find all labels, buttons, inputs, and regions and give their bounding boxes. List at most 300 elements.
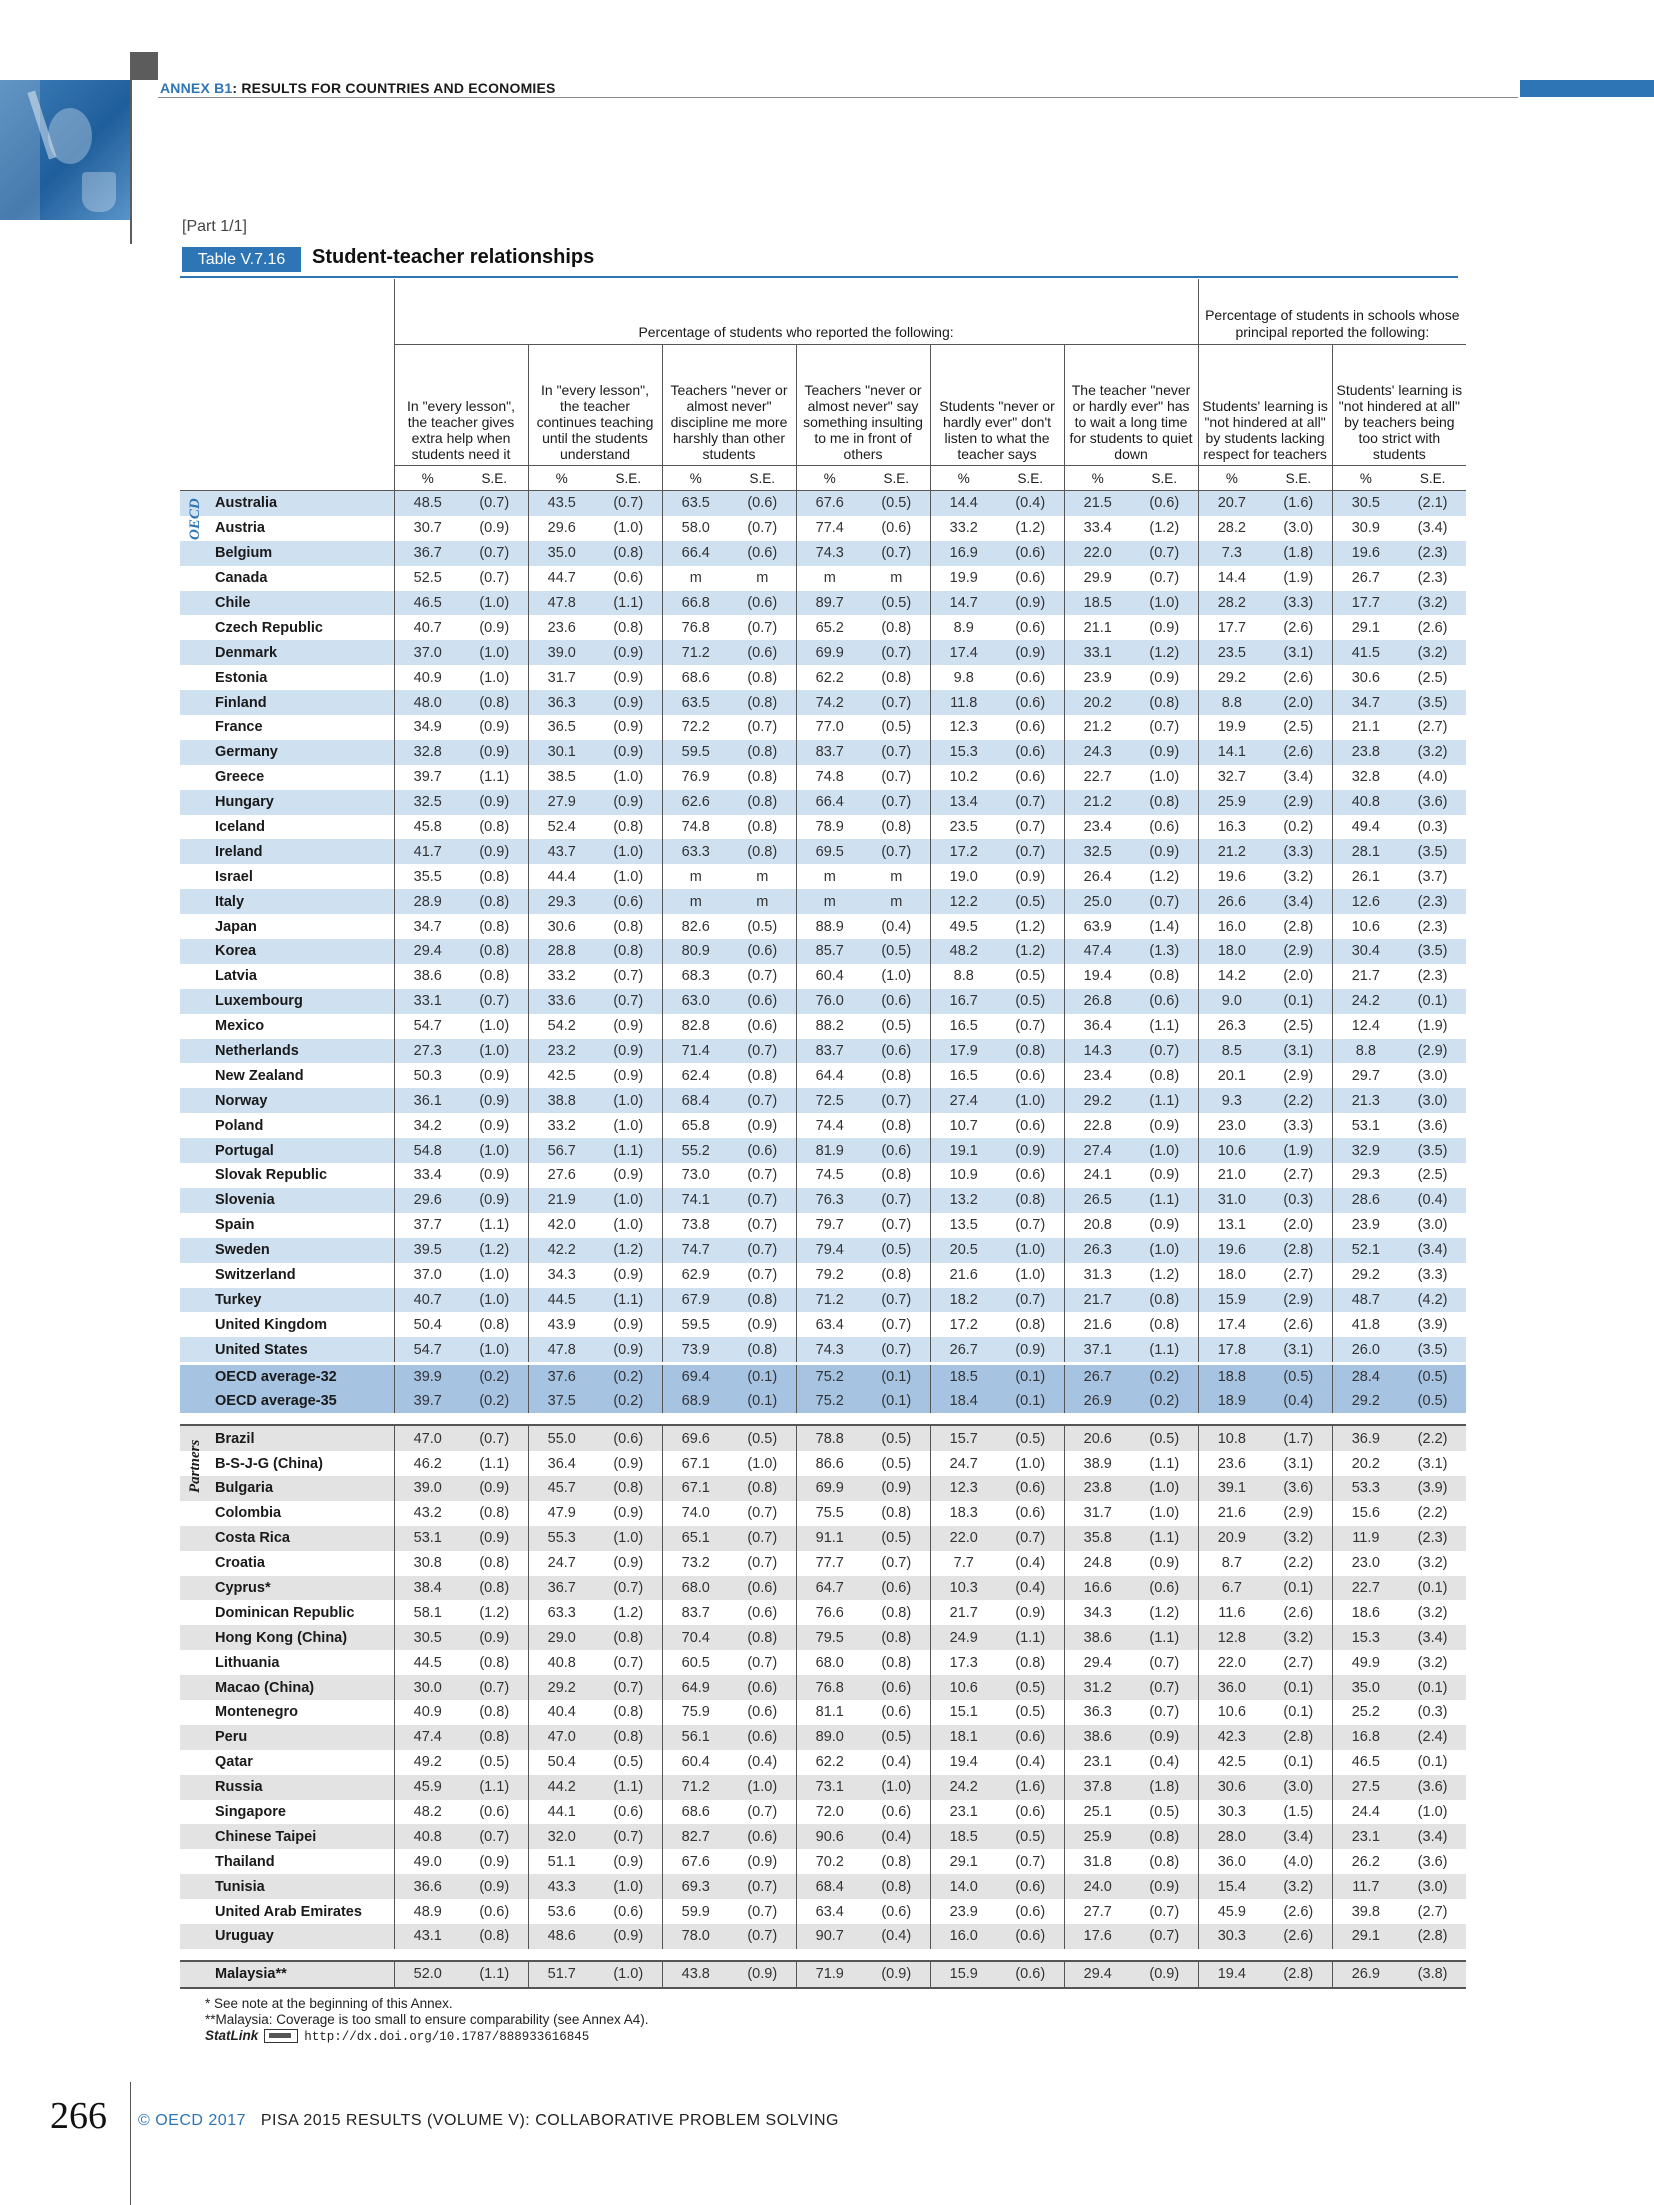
table-row xyxy=(180,690,1466,715)
se-cell: (0.8) xyxy=(729,790,796,815)
se-cell: (0.3) xyxy=(1417,819,1448,836)
country-name: Ireland xyxy=(180,839,394,864)
table-row xyxy=(180,1312,1466,1337)
percent-cell: 16.3 xyxy=(1198,815,1265,840)
column-header: Teachers "never or almost never" say something insulting to me in front of others xyxy=(796,345,930,466)
se-cell: (1.3) xyxy=(1131,939,1198,964)
percent-cell: 70.4 xyxy=(662,1625,729,1650)
se-cell: (0.7) xyxy=(863,1088,930,1113)
percent-cell: 48.0 xyxy=(394,690,461,715)
percent-cell: 82.8 xyxy=(662,1014,729,1039)
percent-cell: 77.0 xyxy=(796,715,863,740)
se-cell: (2.7) xyxy=(1283,1167,1314,1184)
percent-cell: 36.3 xyxy=(1064,1700,1131,1725)
percent-cell: 10.7 xyxy=(930,1113,997,1138)
country-name: Peru xyxy=(180,1725,394,1750)
percent-cell: 65.8 xyxy=(662,1113,729,1138)
se-cell: (3.2) xyxy=(1399,740,1466,765)
annex-header-photo xyxy=(0,80,132,220)
percent-cell: 48.9 xyxy=(394,1899,461,1924)
country-name: Slovak Republic xyxy=(215,1167,328,1184)
percent-cell: 29.3 xyxy=(528,889,595,914)
percent-cell: 22.8 xyxy=(1064,1113,1131,1138)
se-cell: (2.0) xyxy=(1283,1217,1314,1234)
se-cell: (1.0) xyxy=(997,1238,1064,1263)
se-cell: (3.2) xyxy=(1399,640,1466,665)
percent-cell: 44.7 xyxy=(528,566,595,591)
se-cell: (0.7) xyxy=(461,989,528,1014)
se-cell: (0.6) xyxy=(1131,491,1198,516)
se-cell: (0.9) xyxy=(863,1476,930,1501)
percent-cell: 17.3 xyxy=(930,1650,997,1675)
percent-cell: 43.9 xyxy=(528,1312,595,1337)
percent-cell: 74.5 xyxy=(796,1163,863,1188)
se-cell: (0.6) xyxy=(881,520,912,537)
se-cell: (0.7) xyxy=(461,541,528,566)
se-cell: (2.7) xyxy=(1283,1654,1314,1671)
oecd-side-label: OECD xyxy=(187,498,203,540)
percent-cell: 25.0 xyxy=(1064,889,1131,914)
table-row xyxy=(180,516,1466,541)
se-cell: (0.7) xyxy=(863,839,930,864)
percent-cell: 63.4 xyxy=(796,1899,863,1924)
country-name: Spain xyxy=(215,1217,255,1234)
se-cell: (0.8) xyxy=(1131,690,1198,715)
percent-cell: 74.3 xyxy=(796,1337,863,1363)
percent-cell: 40.9 xyxy=(394,1700,461,1725)
percent-cell: 29.2 xyxy=(1198,665,1265,690)
percent-cell: 69.9 xyxy=(796,640,863,665)
percent-cell: 79.2 xyxy=(796,1263,863,1288)
se-cell: (3.6) xyxy=(1265,1476,1332,1501)
percent-cell: 44.1 xyxy=(528,1800,595,1825)
se-cell: (0.7) xyxy=(1149,719,1180,736)
percent-cell: 30.8 xyxy=(394,1551,461,1576)
se-cell: (3.4) xyxy=(1265,1824,1332,1849)
percent-cell: 79.5 xyxy=(796,1625,863,1650)
percent-cell: 75.9 xyxy=(662,1700,729,1725)
percent-cell: 8.5 xyxy=(1198,1039,1265,1064)
se-cell: (0.6) xyxy=(997,1476,1064,1501)
percent-cell: 43.8 xyxy=(662,1961,729,1988)
se-cell: (0.1) xyxy=(997,1364,1064,1390)
se-cell: (1.0) xyxy=(595,1874,662,1899)
column-header: Teachers "never or almost never" discipline me more harshly than other students xyxy=(662,345,796,466)
percent-cell: 33.1 xyxy=(394,989,461,1014)
se-cell: (1.1) xyxy=(595,1288,662,1313)
country-name: Austria xyxy=(215,520,265,537)
country-name: Italy xyxy=(180,889,394,914)
percent-cell: 56.1 xyxy=(662,1725,729,1750)
percent-cell: 27.3 xyxy=(394,1039,461,1064)
average-row xyxy=(180,1389,1466,1413)
page-number: 266 xyxy=(50,2095,107,2137)
percent-cell: 78.8 xyxy=(796,1425,863,1451)
se-cell: (0.5) xyxy=(1399,1364,1466,1390)
country-name: United States xyxy=(180,1337,394,1363)
se-cell: (2.0) xyxy=(1265,690,1332,715)
se-cell: (0.6) xyxy=(1015,1117,1046,1134)
country-name: Japan xyxy=(215,918,257,935)
percent-cell: 39.0 xyxy=(528,640,595,665)
se-cell: (3.3) xyxy=(1265,839,1332,864)
country-name: Uruguay xyxy=(180,1924,394,1949)
percent-cell: 50.4 xyxy=(528,1750,595,1775)
country-name: Greece xyxy=(215,769,265,786)
percent-cell: 56.7 xyxy=(528,1138,595,1163)
se-cell: m xyxy=(890,868,903,885)
se-cell: (1.1) xyxy=(461,1775,528,1800)
se-cell: (1.1) xyxy=(1131,1188,1198,1213)
percent-cell: 21.3 xyxy=(1332,1088,1399,1113)
se-cell: (0.7) xyxy=(461,1675,528,1700)
se-cell: (2.7) xyxy=(1417,719,1448,736)
statlink-label: StatLink xyxy=(205,2028,259,2043)
percent-cell: 37.0 xyxy=(394,1263,461,1288)
percent-cell: 19.6 xyxy=(1332,541,1399,566)
percent-cell: 47.9 xyxy=(528,1501,595,1526)
se-cell: (0.6) xyxy=(863,1138,930,1163)
se-cell: (0.7) xyxy=(747,520,778,537)
se-cell: (1.0) xyxy=(881,968,912,985)
se-cell: (0.2) xyxy=(595,1364,662,1390)
percent-cell: 18.1 xyxy=(930,1725,997,1750)
se-cell: (3.1) xyxy=(1283,1455,1314,1472)
percent-cell: 35.0 xyxy=(528,541,595,566)
percent-cell: 35.5 xyxy=(394,864,461,889)
percent-cell: 63.0 xyxy=(662,989,729,1014)
se-cell: (1.0) xyxy=(461,591,528,616)
country-name: Brazil xyxy=(180,1425,394,1451)
se-cell: (0.4) xyxy=(881,918,912,935)
percent-cell: 21.2 xyxy=(1064,790,1131,815)
percent-cell: 13.4 xyxy=(930,790,997,815)
se-cell: (0.6) xyxy=(863,989,930,1014)
percent-cell: 32.0 xyxy=(528,1824,595,1849)
se-cell: (0.8) xyxy=(881,619,912,636)
percent-cell: 65.1 xyxy=(662,1526,729,1551)
percent-cell: 63.5 xyxy=(662,690,729,715)
percent-cell: 23.4 xyxy=(1064,815,1131,840)
percent-cell: 60.4 xyxy=(796,964,863,989)
table-row xyxy=(180,839,1466,864)
se-cell: (0.9) xyxy=(613,1455,644,1472)
percent-cell: 52.4 xyxy=(528,815,595,840)
se-cell: (0.5) xyxy=(997,889,1064,914)
section-gap xyxy=(180,1949,1466,1961)
se-cell: (0.6) xyxy=(997,541,1064,566)
percent-cell: 23.6 xyxy=(1198,1451,1265,1476)
percent-cell: 43.3 xyxy=(528,1874,595,1899)
se-cell: (0.8) xyxy=(997,1039,1064,1064)
table-row xyxy=(180,1526,1466,1551)
percent-cell: 46.2 xyxy=(394,1451,461,1476)
se-cell: (1.0) xyxy=(461,1039,528,1064)
percent-cell: 23.9 xyxy=(930,1899,997,1924)
se-cell: (0.4) xyxy=(1399,1188,1466,1213)
percent-subheader: % xyxy=(1332,466,1399,491)
percent-cell: 25.1 xyxy=(1064,1800,1131,1825)
se-cell: (3.4) xyxy=(1399,1238,1466,1263)
se-cell: (0.7) xyxy=(747,1654,778,1671)
percent-cell: 17.2 xyxy=(930,1312,997,1337)
percent-cell: 33.4 xyxy=(1064,516,1131,541)
se-cell: (1.2) xyxy=(479,1604,510,1621)
percent-cell: m xyxy=(796,566,863,591)
percent-cell: 63.5 xyxy=(662,491,729,516)
percent-cell: 26.6 xyxy=(1198,889,1265,914)
percent-cell: 67.1 xyxy=(662,1476,729,1501)
percent-cell: 15.4 xyxy=(1198,1874,1265,1899)
percent-cell: 15.9 xyxy=(930,1961,997,1988)
percent-cell: 15.3 xyxy=(930,740,997,765)
percent-cell: 21.2 xyxy=(1198,839,1265,864)
percent-cell: 83.7 xyxy=(796,740,863,765)
se-cell: (0.7) xyxy=(747,1267,778,1284)
percent-cell: 31.2 xyxy=(1064,1675,1131,1700)
se-cell: (1.0) xyxy=(1149,769,1180,786)
percent-cell: 22.7 xyxy=(1064,765,1131,790)
se-cell: (3.0) xyxy=(1399,1874,1466,1899)
se-cell: (0.8) xyxy=(747,669,778,686)
percent-cell: 43.5 xyxy=(528,491,595,516)
se-cell: (1.0) xyxy=(595,1188,662,1213)
se-cell: (2.8) xyxy=(1265,1238,1332,1263)
percent-cell: 16.6 xyxy=(1064,1576,1131,1601)
percent-cell: 23.9 xyxy=(1064,665,1131,690)
table-row xyxy=(180,1775,1466,1800)
se-cell: (3.5) xyxy=(1399,939,1466,964)
table-notes xyxy=(205,1996,648,2028)
percent-cell: 44.5 xyxy=(528,1288,595,1313)
percent-cell: 53.3 xyxy=(1332,1476,1399,1501)
percent-cell: 42.5 xyxy=(1198,1750,1265,1775)
se-cell: (0.6) xyxy=(997,1961,1064,1988)
percent-cell: 20.2 xyxy=(1064,690,1131,715)
se-subheader: S.E. xyxy=(1265,466,1332,491)
se-cell: (0.6) xyxy=(1015,1067,1046,1084)
percent-cell: 34.7 xyxy=(394,914,461,939)
percent-cell: 17.7 xyxy=(1198,615,1265,640)
percent-subheader: % xyxy=(662,466,729,491)
se-cell: (0.9) xyxy=(461,790,528,815)
percent-cell: 25.9 xyxy=(1064,1824,1131,1849)
percent-cell: 17.4 xyxy=(1198,1312,1265,1337)
se-cell: (3.0) xyxy=(1417,1217,1448,1234)
table-row xyxy=(180,1874,1466,1899)
se-cell: (2.6) xyxy=(1265,1924,1332,1949)
se-cell: (0.9) xyxy=(613,1018,644,1035)
percent-cell: 77.7 xyxy=(796,1551,863,1576)
se-cell: (0.8) xyxy=(461,1924,528,1949)
percent-cell: 25.9 xyxy=(1198,790,1265,815)
se-cell: (0.9) xyxy=(747,1853,778,1870)
table-row xyxy=(180,1501,1466,1526)
se-cell: (1.0) xyxy=(747,1455,778,1472)
se-cell: (1.2) xyxy=(1131,640,1198,665)
percent-cell: 50.3 xyxy=(394,1063,461,1088)
percent-cell: 78.9 xyxy=(796,815,863,840)
percent-cell: 36.9 xyxy=(1332,1425,1399,1451)
se-cell: (2.6) xyxy=(1283,1903,1314,1920)
se-cell: (0.9) xyxy=(729,1961,796,1988)
percent-cell: 32.8 xyxy=(394,740,461,765)
se-cell: (0.8) xyxy=(479,819,510,836)
se-cell: (0.7) xyxy=(863,640,930,665)
header-vertical-rule xyxy=(130,52,132,244)
se-cell: (0.9) xyxy=(613,1853,644,1870)
percent-cell: 29.4 xyxy=(1064,1650,1131,1675)
se-cell: (0.8) xyxy=(613,1704,644,1721)
percent-cell: 42.0 xyxy=(528,1213,595,1238)
percent-cell: 26.0 xyxy=(1332,1337,1399,1363)
se-cell: (0.5) xyxy=(863,1425,930,1451)
se-cell: (0.5) xyxy=(997,1425,1064,1451)
table-row xyxy=(180,1088,1466,1113)
se-cell: (0.7) xyxy=(747,1167,778,1184)
se-cell: (0.4) xyxy=(1015,1555,1046,1572)
percent-cell: 22.7 xyxy=(1332,1576,1399,1601)
se-cell: (1.2) xyxy=(461,1238,528,1263)
se-cell: (2.9) xyxy=(1265,939,1332,964)
percent-cell: 20.8 xyxy=(1064,1213,1131,1238)
se-cell: (0.6) xyxy=(997,1725,1064,1750)
percent-cell: 19.9 xyxy=(1198,715,1265,740)
percent-cell: 14.2 xyxy=(1198,964,1265,989)
percent-cell: 10.6 xyxy=(930,1675,997,1700)
percent-cell: 48.2 xyxy=(930,939,997,964)
table-row xyxy=(180,1063,1466,1088)
se-cell: (0.7) xyxy=(461,1425,528,1451)
table-row xyxy=(180,1138,1466,1163)
percent-cell: 17.6 xyxy=(1064,1924,1131,1949)
se-cell: (1.7) xyxy=(1265,1425,1332,1451)
percent-cell: 32.7 xyxy=(1198,765,1265,790)
percent-cell: 10.2 xyxy=(930,765,997,790)
table-row xyxy=(180,790,1466,815)
se-cell: (0.7) xyxy=(863,541,930,566)
se-cell: (0.8) xyxy=(479,968,510,985)
group-header-principals: Percentage of students in schools whose principal reported the following: xyxy=(1198,279,1466,345)
se-cell: (0.8) xyxy=(595,541,662,566)
country-name: Korea xyxy=(180,939,394,964)
percent-cell: 74.7 xyxy=(662,1238,729,1263)
statlink-url[interactable]: http://dx.doi.org/10.1787/888933616845 xyxy=(304,2030,590,2044)
percent-cell: 26.9 xyxy=(1064,1389,1131,1413)
table-row xyxy=(180,1039,1466,1064)
percent-cell: 74.8 xyxy=(796,765,863,790)
se-cell: (1.2) xyxy=(1015,520,1046,537)
percent-subheader: % xyxy=(796,466,863,491)
percent-cell: 28.0 xyxy=(1198,1824,1265,1849)
se-cell: (0.1) xyxy=(863,1389,930,1413)
se-cell: (0.8) xyxy=(595,1625,662,1650)
se-cell: (0.8) xyxy=(881,1167,912,1184)
se-cell: (3.3) xyxy=(1283,1117,1314,1134)
se-cell: (3.9) xyxy=(1417,1316,1448,1333)
country-name: Slovenia xyxy=(180,1188,394,1213)
se-cell: (1.4) xyxy=(1149,918,1180,935)
se-cell: (1.0) xyxy=(1417,1803,1448,1820)
percent-cell: 40.9 xyxy=(394,665,461,690)
se-cell: (0.9) xyxy=(461,1625,528,1650)
percent-cell: 36.5 xyxy=(528,715,595,740)
percent-cell: 24.3 xyxy=(1064,740,1131,765)
percent-cell: 39.9 xyxy=(394,1364,461,1390)
se-cell: (1.0) xyxy=(595,839,662,864)
percent-cell: 18.0 xyxy=(1198,939,1265,964)
se-cell: (0.6) xyxy=(729,989,796,1014)
se-cell: (0.9) xyxy=(997,1337,1064,1363)
se-cell: (3.5) xyxy=(1399,690,1466,715)
percent-cell: 29.0 xyxy=(528,1625,595,1650)
se-cell: (0.6) xyxy=(881,1903,912,1920)
se-cell: (0.9) xyxy=(595,790,662,815)
se-cell: (0.7) xyxy=(1015,819,1046,836)
table-row xyxy=(180,914,1466,939)
percent-cell: 30.9 xyxy=(1332,516,1399,541)
se-cell: (2.2) xyxy=(1265,1088,1332,1113)
percent-cell: 22.0 xyxy=(1064,541,1131,566)
percent-cell: 73.2 xyxy=(662,1551,729,1576)
percent-cell: 46.5 xyxy=(394,591,461,616)
se-cell: (1.0) xyxy=(613,1217,644,1234)
percent-cell: 9.8 xyxy=(930,665,997,690)
table-row xyxy=(180,1650,1466,1675)
se-cell: (0.7) xyxy=(1149,1654,1180,1671)
country-name: Latvia xyxy=(215,968,257,985)
se-cell: (0.1) xyxy=(729,1389,796,1413)
se-cell: (0.7) xyxy=(747,1803,778,1820)
percent-cell: 29.2 xyxy=(1332,1389,1399,1413)
percent-cell: 12.2 xyxy=(930,889,997,914)
se-cell: (3.5) xyxy=(1399,1138,1466,1163)
se-cell: (0.9) xyxy=(1131,1874,1198,1899)
percent-cell: 34.3 xyxy=(1064,1600,1131,1625)
se-cell: (1.2) xyxy=(1149,520,1180,537)
country-name: Switzerland xyxy=(215,1267,296,1284)
percent-cell: 18.5 xyxy=(930,1824,997,1849)
se-cell: (0.3) xyxy=(1265,1188,1332,1213)
se-cell: (0.8) xyxy=(595,1476,662,1501)
country-name: Chile xyxy=(180,591,394,616)
country-name: Hong Kong (China) xyxy=(180,1625,394,1650)
percent-cell: 16.9 xyxy=(930,541,997,566)
se-cell: (0.6) xyxy=(1131,989,1198,1014)
se-cell: (0.8) xyxy=(461,690,528,715)
percent-cell: 8.8 xyxy=(1332,1039,1399,1064)
se-cell: (3.2) xyxy=(1417,1604,1448,1621)
percent-cell: 68.4 xyxy=(662,1088,729,1113)
se-cell: (0.8) xyxy=(729,1625,796,1650)
se-cell: (0.7) xyxy=(1149,1903,1180,1920)
se-cell: (0.8) xyxy=(479,1555,510,1572)
percent-cell: 38.4 xyxy=(394,1576,461,1601)
se-cell: (0.8) xyxy=(461,939,528,964)
se-cell: (0.4) xyxy=(997,1576,1064,1601)
se-cell: (0.7) xyxy=(747,1555,778,1572)
percent-cell: 36.0 xyxy=(1198,1675,1265,1700)
percent-cell: 8.8 xyxy=(930,964,997,989)
header-blue-bar xyxy=(1520,80,1654,97)
se-subheader: S.E. xyxy=(997,466,1064,491)
se-cell: (0.6) xyxy=(595,889,662,914)
annex-header xyxy=(160,80,556,96)
se-cell: (1.0) xyxy=(1015,1267,1046,1284)
se-cell: (0.5) xyxy=(997,1675,1064,1700)
percent-cell: 39.7 xyxy=(394,1389,461,1413)
percent-cell: 16.8 xyxy=(1332,1725,1399,1750)
